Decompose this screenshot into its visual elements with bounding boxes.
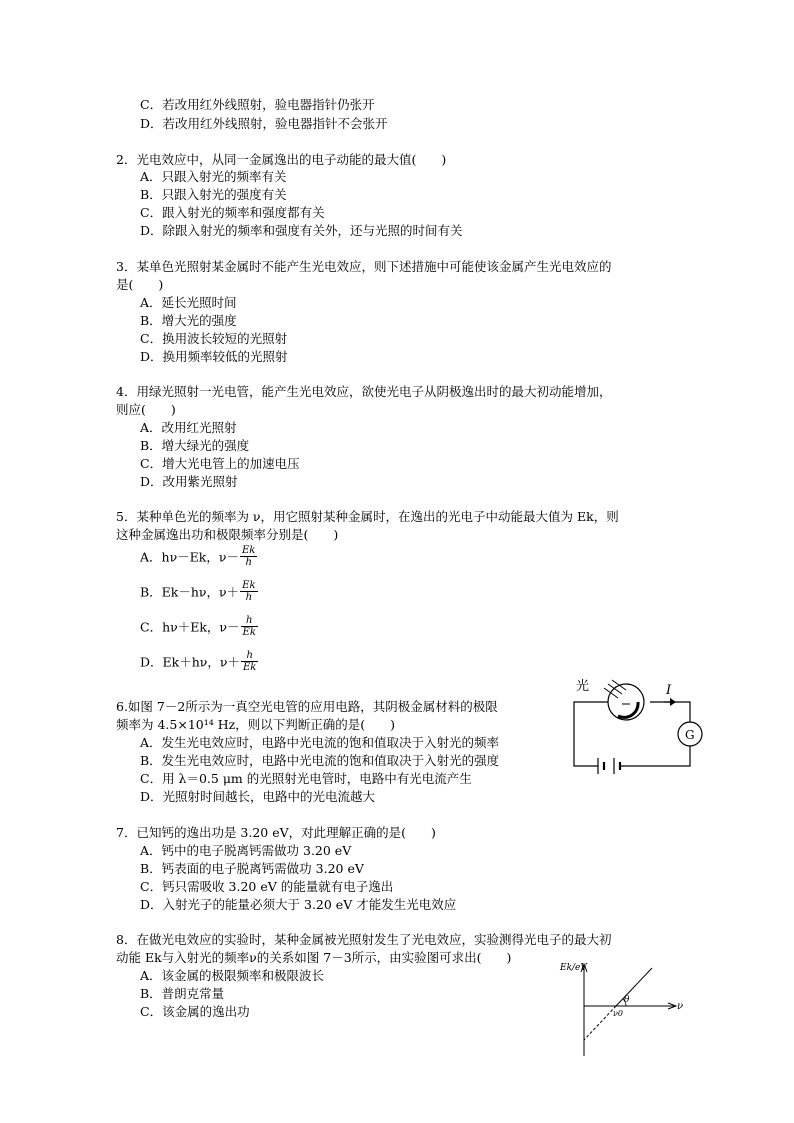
q2-option-a: A．只跟入射光的频率有关 [140,169,287,184]
light-label: 光 [576,679,590,694]
q5-option-b [140,580,258,603]
q3-option-d: D．换用频率较低的光照射 [140,349,288,364]
fraction-denominator: Ek [242,662,257,673]
q2-option-b: B．只跟入射光的强度有关 [140,187,287,202]
q8-option-a: A．该金属的极限频率和极限波长 [140,968,325,983]
q4-option-a: A．改用红光照射 [140,420,237,435]
q4-option-d: D．改用紫光照射 [140,474,238,489]
ek-line-extension [584,1006,616,1040]
angle-label: θ [624,995,630,1005]
q4-stem-line1: 4．用绿光照射一光电管，能产生光电效应，欲使光电子从阴极逸出时的最大初动能增加， [116,384,612,399]
q2-option-d: D．除跟入射光的频率和强度有关外，还与光照的时间有关 [140,223,463,238]
q8-option-b: B．普朗克常量 [140,986,225,1001]
q4-stem-line2: 则应( ) [116,402,176,417]
q5-option-d [140,650,258,673]
ek-frequency-graph [556,956,686,1060]
q6-option-a: A．发生光电效应时，电路中光电流的饱和值取决于入射光的频率 [140,735,500,750]
q5-stem-line2: 这种金属逸出功和极限频率分别是( ) [116,527,339,542]
q5-option-c-text: C．hν＋Ek，ν－ [140,619,240,635]
q2-stem: 2．光电效应中，从同一金属逸出的电子动能的最大值( ) [116,152,447,167]
galvanometer-label: G [685,728,695,742]
q3-option-a: A．延长光照时间 [140,295,237,310]
q5-option-a [140,545,257,568]
q3-stem-line2: 是( ) [116,277,164,292]
q1-option-c: C．若改用红外线照射，验电器指针仍张开 [140,97,375,112]
q6-option-c: C．用 λ＝0.5 μm 的光照射光电管时，电路中有光电流产生 [140,771,472,786]
current-arrow-head [670,698,676,706]
q5-option-d-text: D．Ek＋hν，ν＋ [140,654,240,670]
fraction-numerator: h [241,615,258,627]
current-label: I [666,683,672,698]
q4-option-c: C．增大光电管上的加速电压 [140,456,300,471]
x-axis-label: ν [677,1001,684,1012]
q5-option-a-text: A．hν－Ek，ν－ [140,549,239,565]
y-axis-label: Ek/eV [560,963,587,973]
q7-option-d: D．入射光子的能量必须大于 3.20 eV 才能发生光电效应 [140,897,457,912]
fraction-denominator: Ek [242,627,256,638]
fraction-numerator: Ek [241,545,256,556]
q5-option-c [140,615,258,638]
q3-stem-line1: 3．某单色光照射某金属时不能产生光电效应，则下述措施中可能使该金属产生光电效应的 [116,259,612,274]
q8-option-c: C．该金属的逸出功 [140,1004,250,1019]
q5-option-c-fraction [241,615,258,638]
q7-stem: 7．已知钙的逸出功是 3.20 eV，对此理解正确的是( ) [116,825,436,840]
fraction-denominator: h [245,592,253,603]
q5-option-b-text: B．Ek－hν，ν＋ [140,584,240,600]
fraction-numerator: Ek [242,580,256,591]
q8-stem-line2: 动能 Ek与入射光的频率ν的关系如图 7－3所示，由实验图可求出( ) [116,950,512,965]
q6-option-b: B．发生光电效应时，电路中光电流的饱和值取决于入射光的强度 [140,753,500,768]
q6-stem-line2: 频率为 4.5×10¹⁴ Hz，则以下判断正确的是( ) [116,717,395,732]
q6-option-d: D．光照射时间越长，电路中的光电流越大 [140,789,376,804]
q2-option-c: C．跟入射光的频率和强度都有关 [140,205,325,220]
q5-stem-line1: 5．某种单色光的频率为 ν，用它照射某种金属时，在逸出的光电子中动能最大值为 Ek，则 [116,509,619,524]
q3-option-b: B．增大光的强度 [140,313,237,328]
ek-line [616,968,652,1006]
q1-option-d: D．若改用红外线照射，验电器指针不会张开 [140,116,388,131]
threshold-frequency-label: ν0 [613,1009,623,1018]
q5-option-b-fraction [240,580,257,603]
phototube-circuit-figure [566,674,716,778]
circuit-wire [634,746,690,766]
fraction-numerator: h [241,650,258,662]
q7-option-b: B．钙表面的电子脱离钙需做功 3.20 eV [140,861,364,876]
q8-stem-line1: 8．在做光电效应的实验时，某种金属被光照射发生了光电效应，实验测得光电子的最大初 [116,932,612,947]
q3-option-c: C．换用波长较短的光照射 [140,331,288,346]
q5-option-d-fraction [241,650,258,673]
fraction-denominator: h [245,557,252,568]
q6-stem-line1: 6.如图 7－2所示为一真空光电管的应用电路，其阴极金属材料的极限 [116,699,498,714]
q7-option-c: C．钙只需吸收 3.20 eV 的能量就有电子逸出 [140,879,394,894]
q5-option-a-fraction [240,545,257,568]
q7-option-a: A．钙中的电子脱离钙需做功 3.20 eV [140,843,352,858]
q4-option-b: B．增大绿光的强度 [140,438,250,453]
